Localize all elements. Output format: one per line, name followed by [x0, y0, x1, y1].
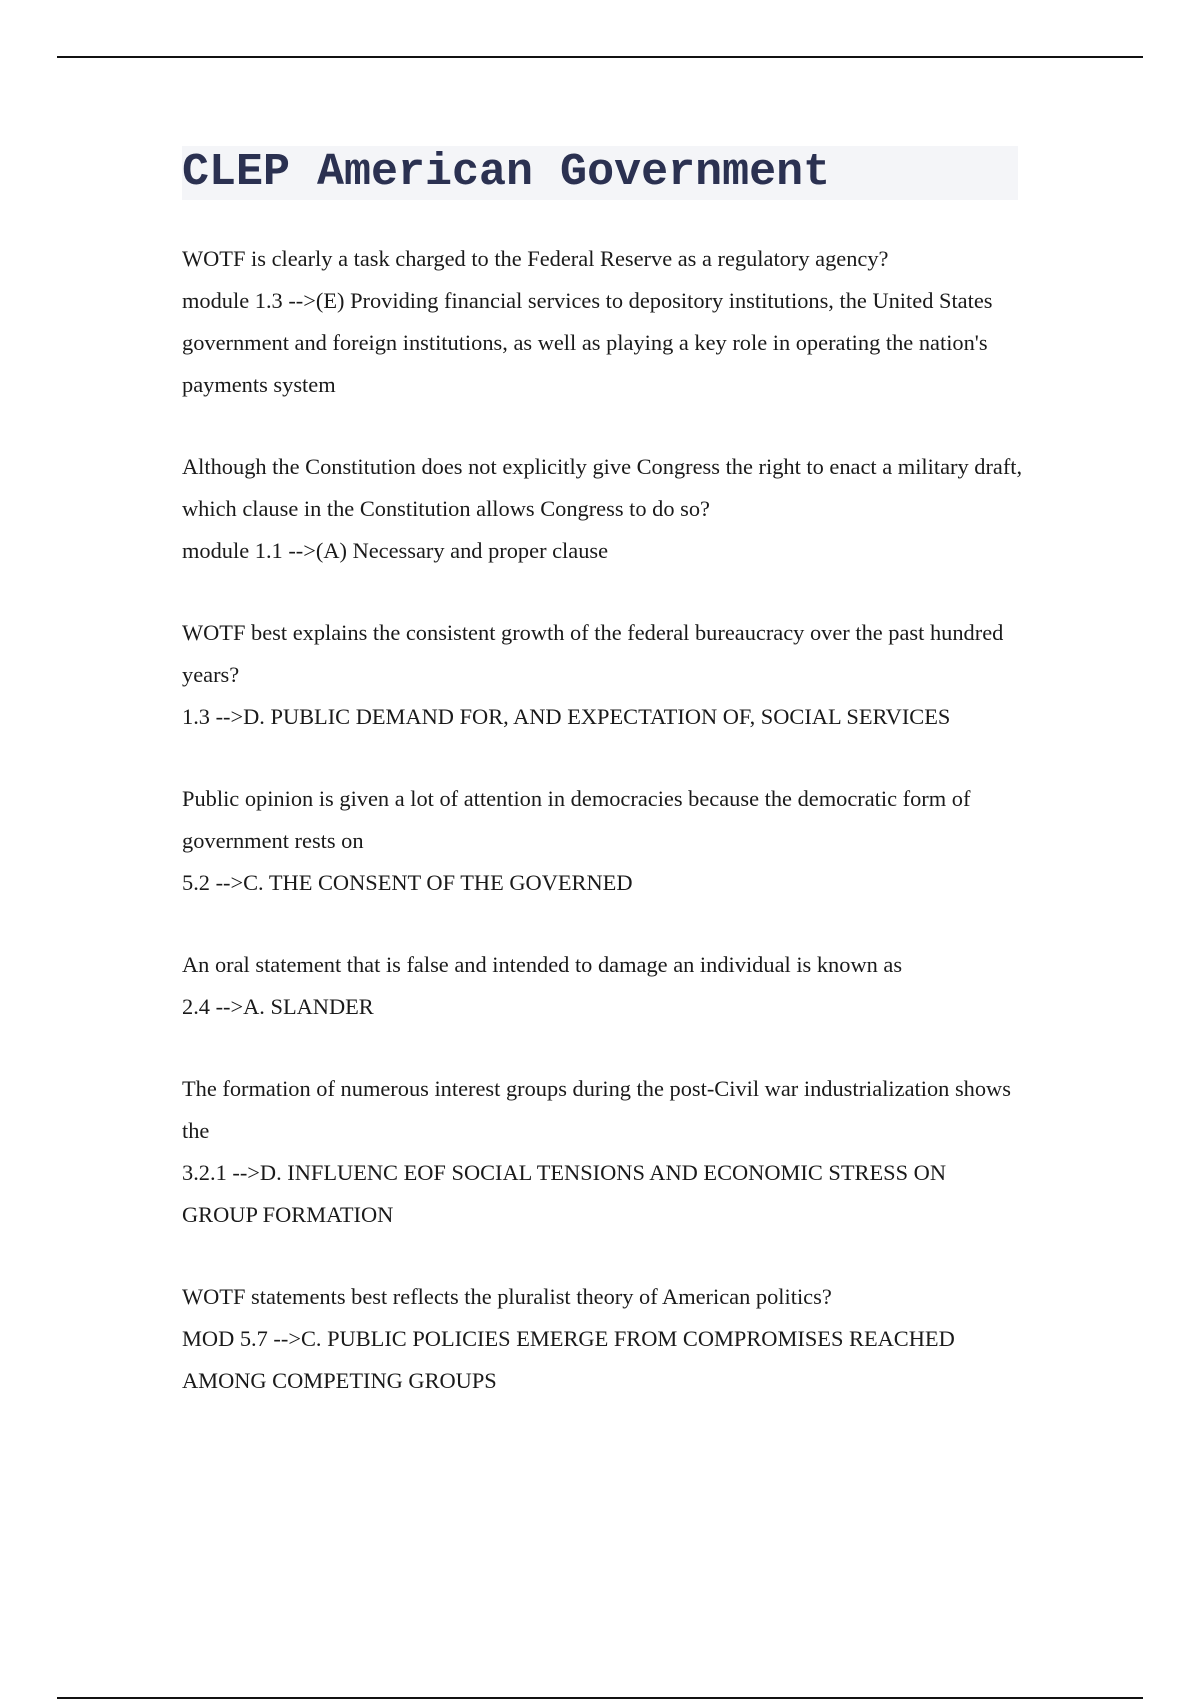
document-title: CLEP American Government	[182, 147, 831, 198]
answer-text: 3.2.1 -->D. INFLUENC EOF SOCIAL TENSIONS AND ECONOMIC STRESS ON GROUP FORMATION	[182, 1160, 947, 1227]
document-body	[182, 146, 1024, 1442]
answer-text: MOD 5.7 -->C. PUBLIC POLICIES EMERGE FROM COMPROMISES REACHED AMONG COMPETING GROUPS	[182, 1326, 955, 1393]
qa-item	[182, 1068, 1024, 1236]
question-text: Although the Constitution does not explicitly give Congress the right to enact a military draft, which clause in the Constitution allows Congress to do so?	[182, 454, 1023, 521]
answer-text: 5.2 -->C. THE CONSENT OF THE GOVERNED	[182, 870, 633, 895]
bottom-divider	[57, 1697, 1143, 1699]
answer-text: module 1.3 -->(E) Providing financial services to depository institutions, the United States government and foreign institutions, as well as playing a key role in operating the nation's payments system	[182, 288, 993, 397]
question-text: An oral statement that is false and intended to damage an individual is known as	[182, 952, 903, 977]
question-text: Public opinion is given a lot of attention in democracies because the democratic form of government rests on	[182, 786, 971, 853]
question-text: WOTF best explains the consistent growth of the federal bureaucracy over the past hundred years?	[182, 620, 1004, 687]
question-text: WOTF is clearly a task charged to the Federal Reserve as a regulatory agency?	[182, 246, 889, 271]
qa-item	[182, 778, 1024, 904]
qa-item	[182, 612, 1024, 738]
question-text: The formation of numerous interest groups during the post-Civil war industrialization shows the	[182, 1076, 1011, 1143]
title-banner	[182, 146, 1018, 200]
answer-text: 1.3 -->D. PUBLIC DEMAND FOR, AND EXPECTATION OF, SOCIAL SERVICES	[182, 704, 951, 729]
top-divider	[57, 56, 1143, 58]
answer-text: 2.4 -->A. SLANDER	[182, 994, 374, 1019]
qa-item	[182, 238, 1024, 406]
qa-item	[182, 446, 1024, 572]
question-text: WOTF statements best reflects the pluralist theory of American politics?	[182, 1284, 832, 1309]
qa-item	[182, 1276, 1024, 1402]
qa-item	[182, 944, 1024, 1028]
answer-text: module 1.1 -->(A) Necessary and proper clause	[182, 538, 609, 563]
